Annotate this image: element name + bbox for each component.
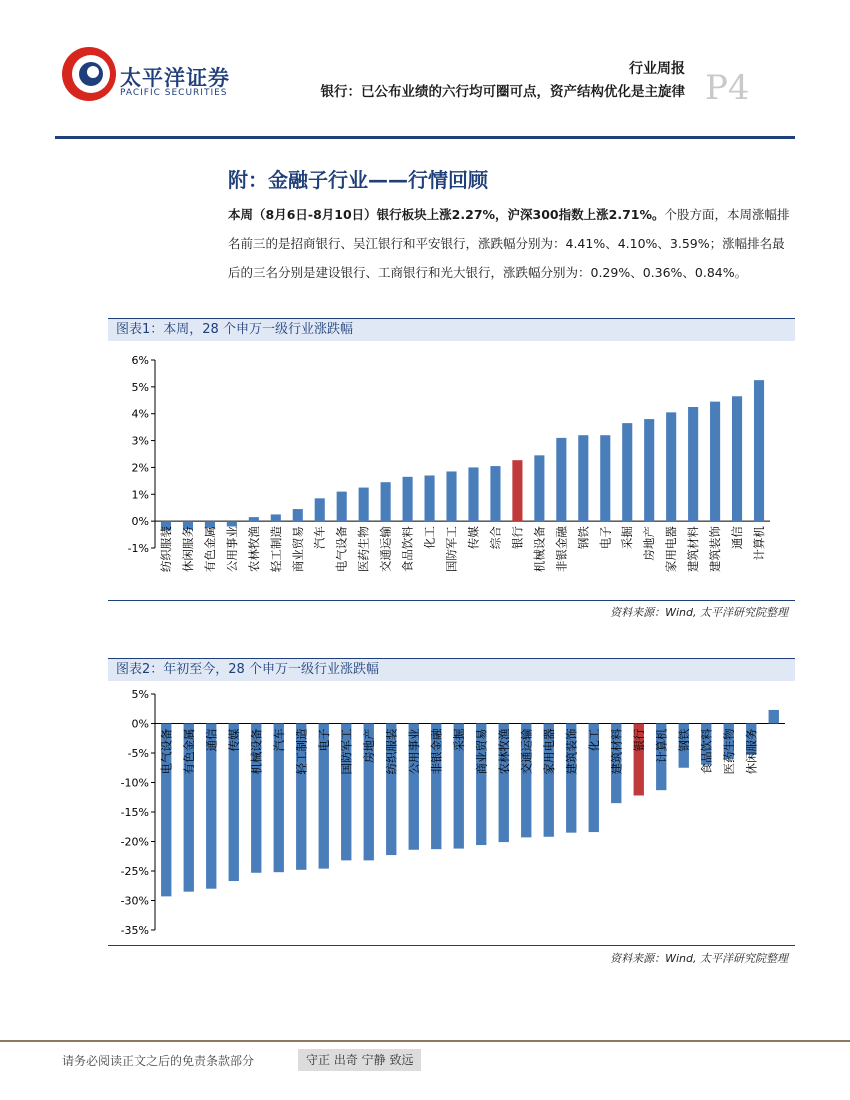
x-tick-label: 化工 xyxy=(586,728,601,752)
figure-1-bottom-rule xyxy=(108,600,795,601)
bar xyxy=(688,407,698,521)
x-tick-label: 电气设备 xyxy=(159,728,174,775)
x-tick-label: 医药生物 xyxy=(356,526,371,573)
x-tick-label: 商业贸易 xyxy=(474,728,489,775)
logo-english: PACIFIC SECURITIES xyxy=(120,88,228,98)
bar xyxy=(534,455,544,521)
y-tick-label: 2% xyxy=(131,461,149,475)
y-tick-label: 4% xyxy=(131,407,149,421)
x-tick-label: 电气设备 xyxy=(334,526,349,573)
bar xyxy=(556,438,566,521)
x-tick-label: 交通运输 xyxy=(378,526,393,573)
bar xyxy=(446,471,456,521)
figure-2-source: 资料来源：Wind, 太平洋研究院整理 xyxy=(610,952,788,965)
x-tick-label: 休闲服务 xyxy=(180,526,195,573)
x-tick-label: 交通运输 xyxy=(519,728,534,775)
x-tick-label: 建筑材料 xyxy=(686,526,701,573)
y-tick-label: -10% xyxy=(120,776,149,790)
report-title: 银行：已公布业绩的六行均可圈可点，资产结构优化是主旋律 xyxy=(320,84,685,100)
x-tick-label: 计算机 xyxy=(654,728,669,763)
y-tick-label: -35% xyxy=(120,924,149,937)
x-tick-label: 房地产 xyxy=(642,526,657,561)
bar xyxy=(293,509,303,521)
bar xyxy=(732,396,742,521)
x-tick-label: 传媒 xyxy=(226,728,241,752)
x-tick-label: 化工 xyxy=(422,526,437,550)
x-tick-label: 建筑装饰 xyxy=(564,728,579,775)
summary-text: 个股方面，本周涨幅排名前三的是招商银行、吴江银行和平安银行，涨跌幅分别为：4.41%、4.10%、3.59%；涨幅排名最后的三名分别是建设银行、工商银行和光大银行，涨跌幅分别为：0.29%、0.36%、0.84%。 xyxy=(228,207,790,280)
y-tick-label: -20% xyxy=(120,835,149,849)
bar xyxy=(512,460,522,521)
x-tick-label: 通信 xyxy=(730,526,745,550)
bar xyxy=(754,380,764,521)
x-tick-label: 纺织服装 xyxy=(384,728,399,775)
bar xyxy=(710,402,720,522)
summary-paragraph xyxy=(228,200,793,287)
bar xyxy=(315,498,325,521)
x-tick-label: 汽车 xyxy=(312,526,327,550)
header-divider xyxy=(55,136,795,139)
section-title: 附：金融子行业——行情回顾 xyxy=(228,168,488,192)
x-tick-label: 非银金融 xyxy=(554,526,569,573)
bar xyxy=(490,466,500,521)
bar xyxy=(425,475,435,521)
figure-2-caption: 图表2：年初至今，28 个申万一级行业涨跌幅 xyxy=(116,662,379,677)
figure-2-bottom-rule xyxy=(108,945,795,946)
x-tick-label: 医药生物 xyxy=(721,728,736,775)
x-tick-label: 家用电器 xyxy=(664,526,679,573)
x-tick-label: 建筑装饰 xyxy=(708,526,723,573)
x-tick-label: 食品饮料 xyxy=(400,526,415,573)
x-tick-label: 银行 xyxy=(631,728,646,752)
report-type: 行业周报 xyxy=(629,61,685,77)
x-tick-label: 钢铁 xyxy=(576,526,591,550)
x-tick-label: 家用电器 xyxy=(541,728,556,775)
x-tick-label: 电子 xyxy=(316,728,331,752)
chart-1 xyxy=(110,345,790,600)
x-tick-label: 机械设备 xyxy=(249,728,264,775)
y-tick-label: -30% xyxy=(120,894,149,908)
x-tick-label: 机械设备 xyxy=(532,526,547,573)
x-tick-label: 轻工制造 xyxy=(294,728,309,775)
bar xyxy=(359,488,369,522)
x-tick-label: 采掘 xyxy=(451,728,466,752)
x-tick-label: 农林牧渔 xyxy=(496,728,511,775)
x-tick-label: 汽车 xyxy=(271,728,286,752)
x-tick-label: 建筑材料 xyxy=(609,728,624,775)
bar xyxy=(600,435,610,521)
x-tick-label: 商业贸易 xyxy=(290,526,305,573)
x-tick-label: 公用事业 xyxy=(224,526,239,573)
x-tick-label: 轻工制造 xyxy=(268,526,283,573)
x-tick-label: 国防军工 xyxy=(339,728,354,775)
footer-disclaimer: 请务必阅读正文之后的免责条款部分 xyxy=(62,1054,255,1068)
bar xyxy=(644,419,654,521)
x-tick-label: 食品饮料 xyxy=(699,728,714,775)
bar xyxy=(468,467,478,521)
figure-2-caption-bar xyxy=(108,658,795,681)
x-tick-label: 综合 xyxy=(488,526,503,550)
y-tick-label: 5% xyxy=(131,688,149,701)
y-tick-label: -1% xyxy=(127,542,149,555)
x-tick-label: 计算机 xyxy=(752,526,767,561)
y-tick-label: 6% xyxy=(131,354,149,367)
bar xyxy=(227,521,237,526)
bar xyxy=(337,492,347,522)
page-number: P4 xyxy=(705,68,750,108)
x-tick-label: 传媒 xyxy=(466,526,481,550)
y-tick-label: -25% xyxy=(120,865,149,878)
x-tick-label: 钢铁 xyxy=(676,728,691,752)
chart-2 xyxy=(110,684,790,944)
bar xyxy=(381,482,391,521)
bar xyxy=(403,477,413,521)
x-tick-label: 银行 xyxy=(510,526,525,550)
y-tick-label: 0% xyxy=(131,717,149,731)
bar xyxy=(666,412,676,521)
x-tick-label: 通信 xyxy=(204,728,219,752)
x-tick-label: 采掘 xyxy=(620,526,635,550)
x-tick-label: 有色金属 xyxy=(181,728,196,775)
x-tick-label: 非银金融 xyxy=(429,728,444,775)
x-tick-label: 房地产 xyxy=(361,728,376,763)
x-tick-label: 休闲服务 xyxy=(744,728,759,775)
figure-1-caption: 图表1：本周，28 个申万一级行业涨跌幅 xyxy=(116,322,353,337)
bar xyxy=(249,517,259,521)
x-tick-label: 国防军工 xyxy=(444,526,459,573)
y-tick-label: 3% xyxy=(131,434,149,448)
company-logo-icon xyxy=(60,45,118,103)
y-tick-label: -15% xyxy=(120,806,149,819)
y-tick-label: -5% xyxy=(127,747,149,760)
y-tick-label: 0% xyxy=(131,515,149,529)
x-tick-label: 公用事业 xyxy=(406,728,421,775)
logo-name: 太平洋证券 xyxy=(120,66,230,90)
figure-1-source: 资料来源：Wind, 太平洋研究院整理 xyxy=(610,606,788,619)
figure-1-caption-bar xyxy=(108,318,795,341)
x-tick-label: 农林牧渔 xyxy=(246,526,261,573)
x-tick-label: 纺织服装 xyxy=(158,526,173,573)
footer-divider xyxy=(0,1040,850,1042)
bar xyxy=(622,423,632,521)
y-tick-label: 5% xyxy=(131,380,149,394)
bar xyxy=(578,435,588,521)
y-tick-label: 1% xyxy=(131,488,149,502)
bar xyxy=(769,710,779,724)
x-tick-label: 电子 xyxy=(598,526,613,550)
footer-motto: 守正 出奇 宁静 致远 xyxy=(298,1049,421,1071)
x-tick-label: 有色金属 xyxy=(202,526,217,573)
summary-bold: 本周（8月6日-8月10日）银行板块上涨2.27%，沪深300指数上涨2.71%。 xyxy=(228,207,665,222)
bar xyxy=(271,514,281,521)
